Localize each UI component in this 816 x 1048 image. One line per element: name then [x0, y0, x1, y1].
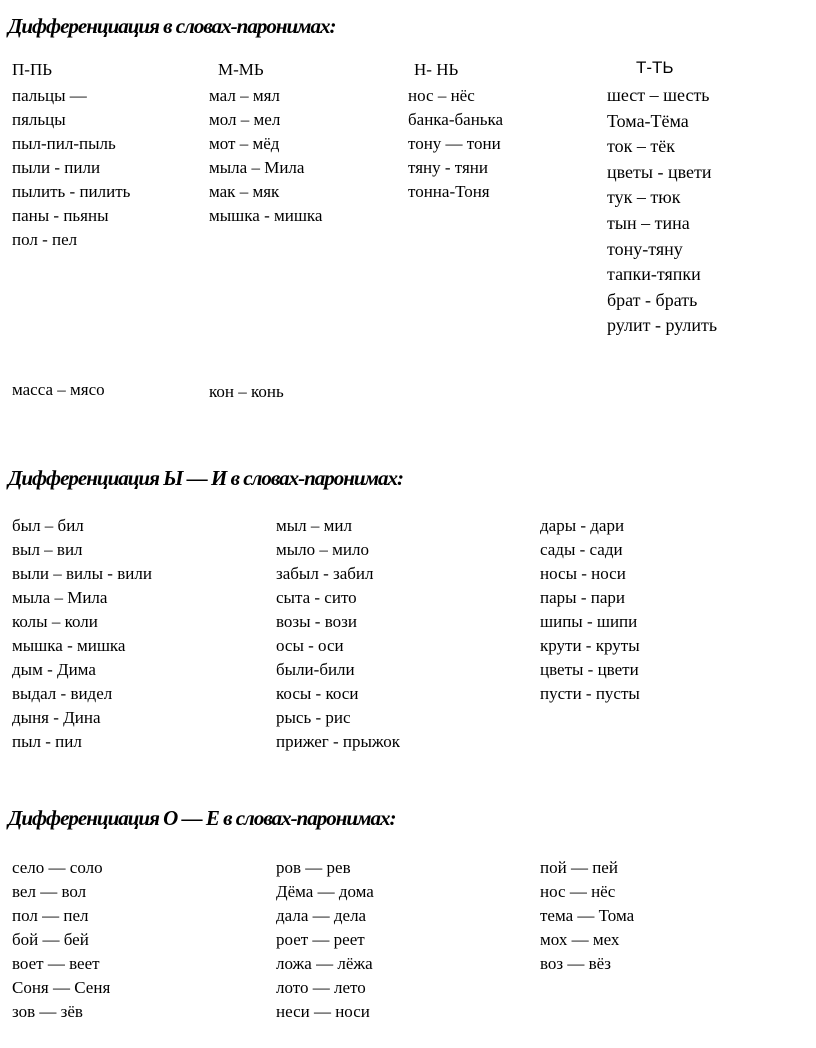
list-item: пой — пей	[540, 858, 618, 877]
list-item: пары - пари	[540, 588, 625, 607]
list-item: зов — зёв	[12, 1002, 83, 1021]
list-item: цветы - цвети	[540, 660, 639, 679]
list-item: колы – коли	[12, 612, 98, 631]
list-item: село — соло	[12, 858, 103, 877]
list-item: пусти - пусты	[540, 684, 640, 703]
list-item: тук – тюк	[607, 187, 681, 208]
word-list-p	[12, 84, 130, 252]
list-item: прижег - прыжок	[276, 732, 400, 751]
list-item: мышка - мишка	[12, 636, 126, 655]
list-item: пыл-пил-пыль	[12, 134, 116, 153]
list-item: тяну - тяни	[408, 158, 489, 177]
list-item: дыня - Дина	[12, 708, 101, 727]
list-item: возы - вози	[276, 612, 357, 631]
list-item: тону — тони	[408, 134, 501, 153]
list-item: неси — носи	[276, 1002, 370, 1021]
extra-word-1: масса – мясо	[12, 380, 105, 399]
word-list-n	[408, 84, 503, 204]
list-item: мыла – Мила	[12, 588, 108, 607]
list-item: роет — реет	[276, 930, 365, 949]
list-item: цветы - цвети	[607, 161, 712, 182]
list-item: тону-тяну	[607, 238, 683, 259]
list-item: ток – тёк	[607, 136, 675, 157]
list-item: были-били	[276, 660, 355, 679]
word-list-oe-1	[12, 856, 110, 1024]
list-item: ложа — лёжа	[276, 954, 373, 973]
list-item: Тома-Тёма	[607, 110, 689, 131]
list-item: дым - Дима	[12, 660, 96, 679]
list-item: воз — вёз	[540, 954, 611, 973]
list-item: косы - коси	[276, 684, 359, 703]
extra-word-2: кон – конь	[209, 382, 284, 401]
list-item: бой — бей	[12, 930, 89, 949]
word-list-oe-3	[540, 856, 634, 976]
list-item: шест – шесть	[607, 85, 710, 105]
col-header-p: П-ПЬ	[12, 60, 52, 79]
list-item: сыта - сито	[276, 588, 357, 607]
col-header-t: Т-ТЬ	[636, 58, 674, 77]
list-item: пол - пел	[12, 230, 78, 249]
list-item: выл – вил	[12, 540, 83, 559]
word-list-m	[209, 84, 322, 228]
word-list-y-2	[276, 514, 400, 754]
list-item: нос – нёс	[408, 86, 475, 105]
list-item: пылить - пилить	[12, 182, 131, 201]
list-item: мох — мех	[540, 930, 620, 949]
list-item: пыли - пили	[12, 158, 101, 177]
list-item: выли – вилы - вили	[12, 564, 152, 583]
list-item: дала — дела	[276, 906, 367, 925]
list-item: крути - круты	[540, 636, 640, 655]
list-item: лото — лето	[276, 978, 366, 997]
list-item: мал – мял	[209, 86, 280, 105]
list-item: брат - брать	[607, 289, 698, 310]
list-item: тын – тина	[607, 212, 690, 233]
list-item: пыл - пил	[12, 732, 82, 751]
word-list-t	[607, 83, 717, 339]
list-item: тонна-Тоня	[408, 182, 490, 201]
list-item: рулит - рулить	[607, 315, 718, 336]
list-item: мыла – Мила	[209, 158, 305, 177]
section2-title: Дифференциация Ы — И в словах-паронимах:	[8, 466, 403, 490]
list-item: носы - носи	[540, 564, 626, 583]
list-item: ров — рев	[276, 858, 351, 877]
list-item: рысь - рис	[276, 708, 351, 727]
col-header-m: М-МЬ	[218, 60, 264, 79]
list-item: тема — Тома	[540, 906, 635, 925]
section3-title: Дифференциация О — Е в словах-паронимах:	[8, 806, 396, 830]
list-item: банка-банька	[408, 110, 504, 129]
list-item: Дёма — дома	[276, 882, 374, 901]
list-item: мол – мел	[209, 110, 281, 129]
list-item: мыл – мил	[276, 516, 353, 535]
list-item: Соня — Сеня	[12, 978, 111, 997]
list-item: сады - сади	[540, 540, 623, 559]
list-item: дары - дари	[540, 516, 625, 535]
list-item: тапки-тяпки	[607, 264, 701, 285]
section1-title: Дифференциация в словах-паронимах:	[8, 14, 336, 38]
list-item: шипы - шипи	[540, 612, 638, 631]
list-item: вел — вол	[12, 882, 87, 901]
list-item: мот – мёд	[209, 134, 280, 153]
list-item: пальцы —	[12, 86, 87, 105]
list-item: пяльцы	[12, 110, 66, 129]
col-header-n: Н- НЬ	[414, 60, 459, 79]
list-item: забыл - забил	[276, 564, 374, 583]
word-list-y-1	[12, 514, 152, 754]
list-item: мак – мяк	[209, 182, 280, 201]
list-item: мышка - мишка	[209, 206, 323, 225]
word-list-y-3	[540, 514, 640, 706]
list-item: был – бил	[12, 516, 84, 535]
list-item: воет — веет	[12, 954, 100, 973]
list-item: паны - пьяны	[12, 206, 109, 225]
word-list-oe-2	[276, 856, 374, 1024]
list-item: выдал - видел	[12, 684, 113, 703]
list-item: осы - оси	[276, 636, 344, 655]
list-item: пол — пел	[12, 906, 89, 925]
list-item: нос — нёс	[540, 882, 616, 901]
list-item: мыло – мило	[276, 540, 370, 559]
